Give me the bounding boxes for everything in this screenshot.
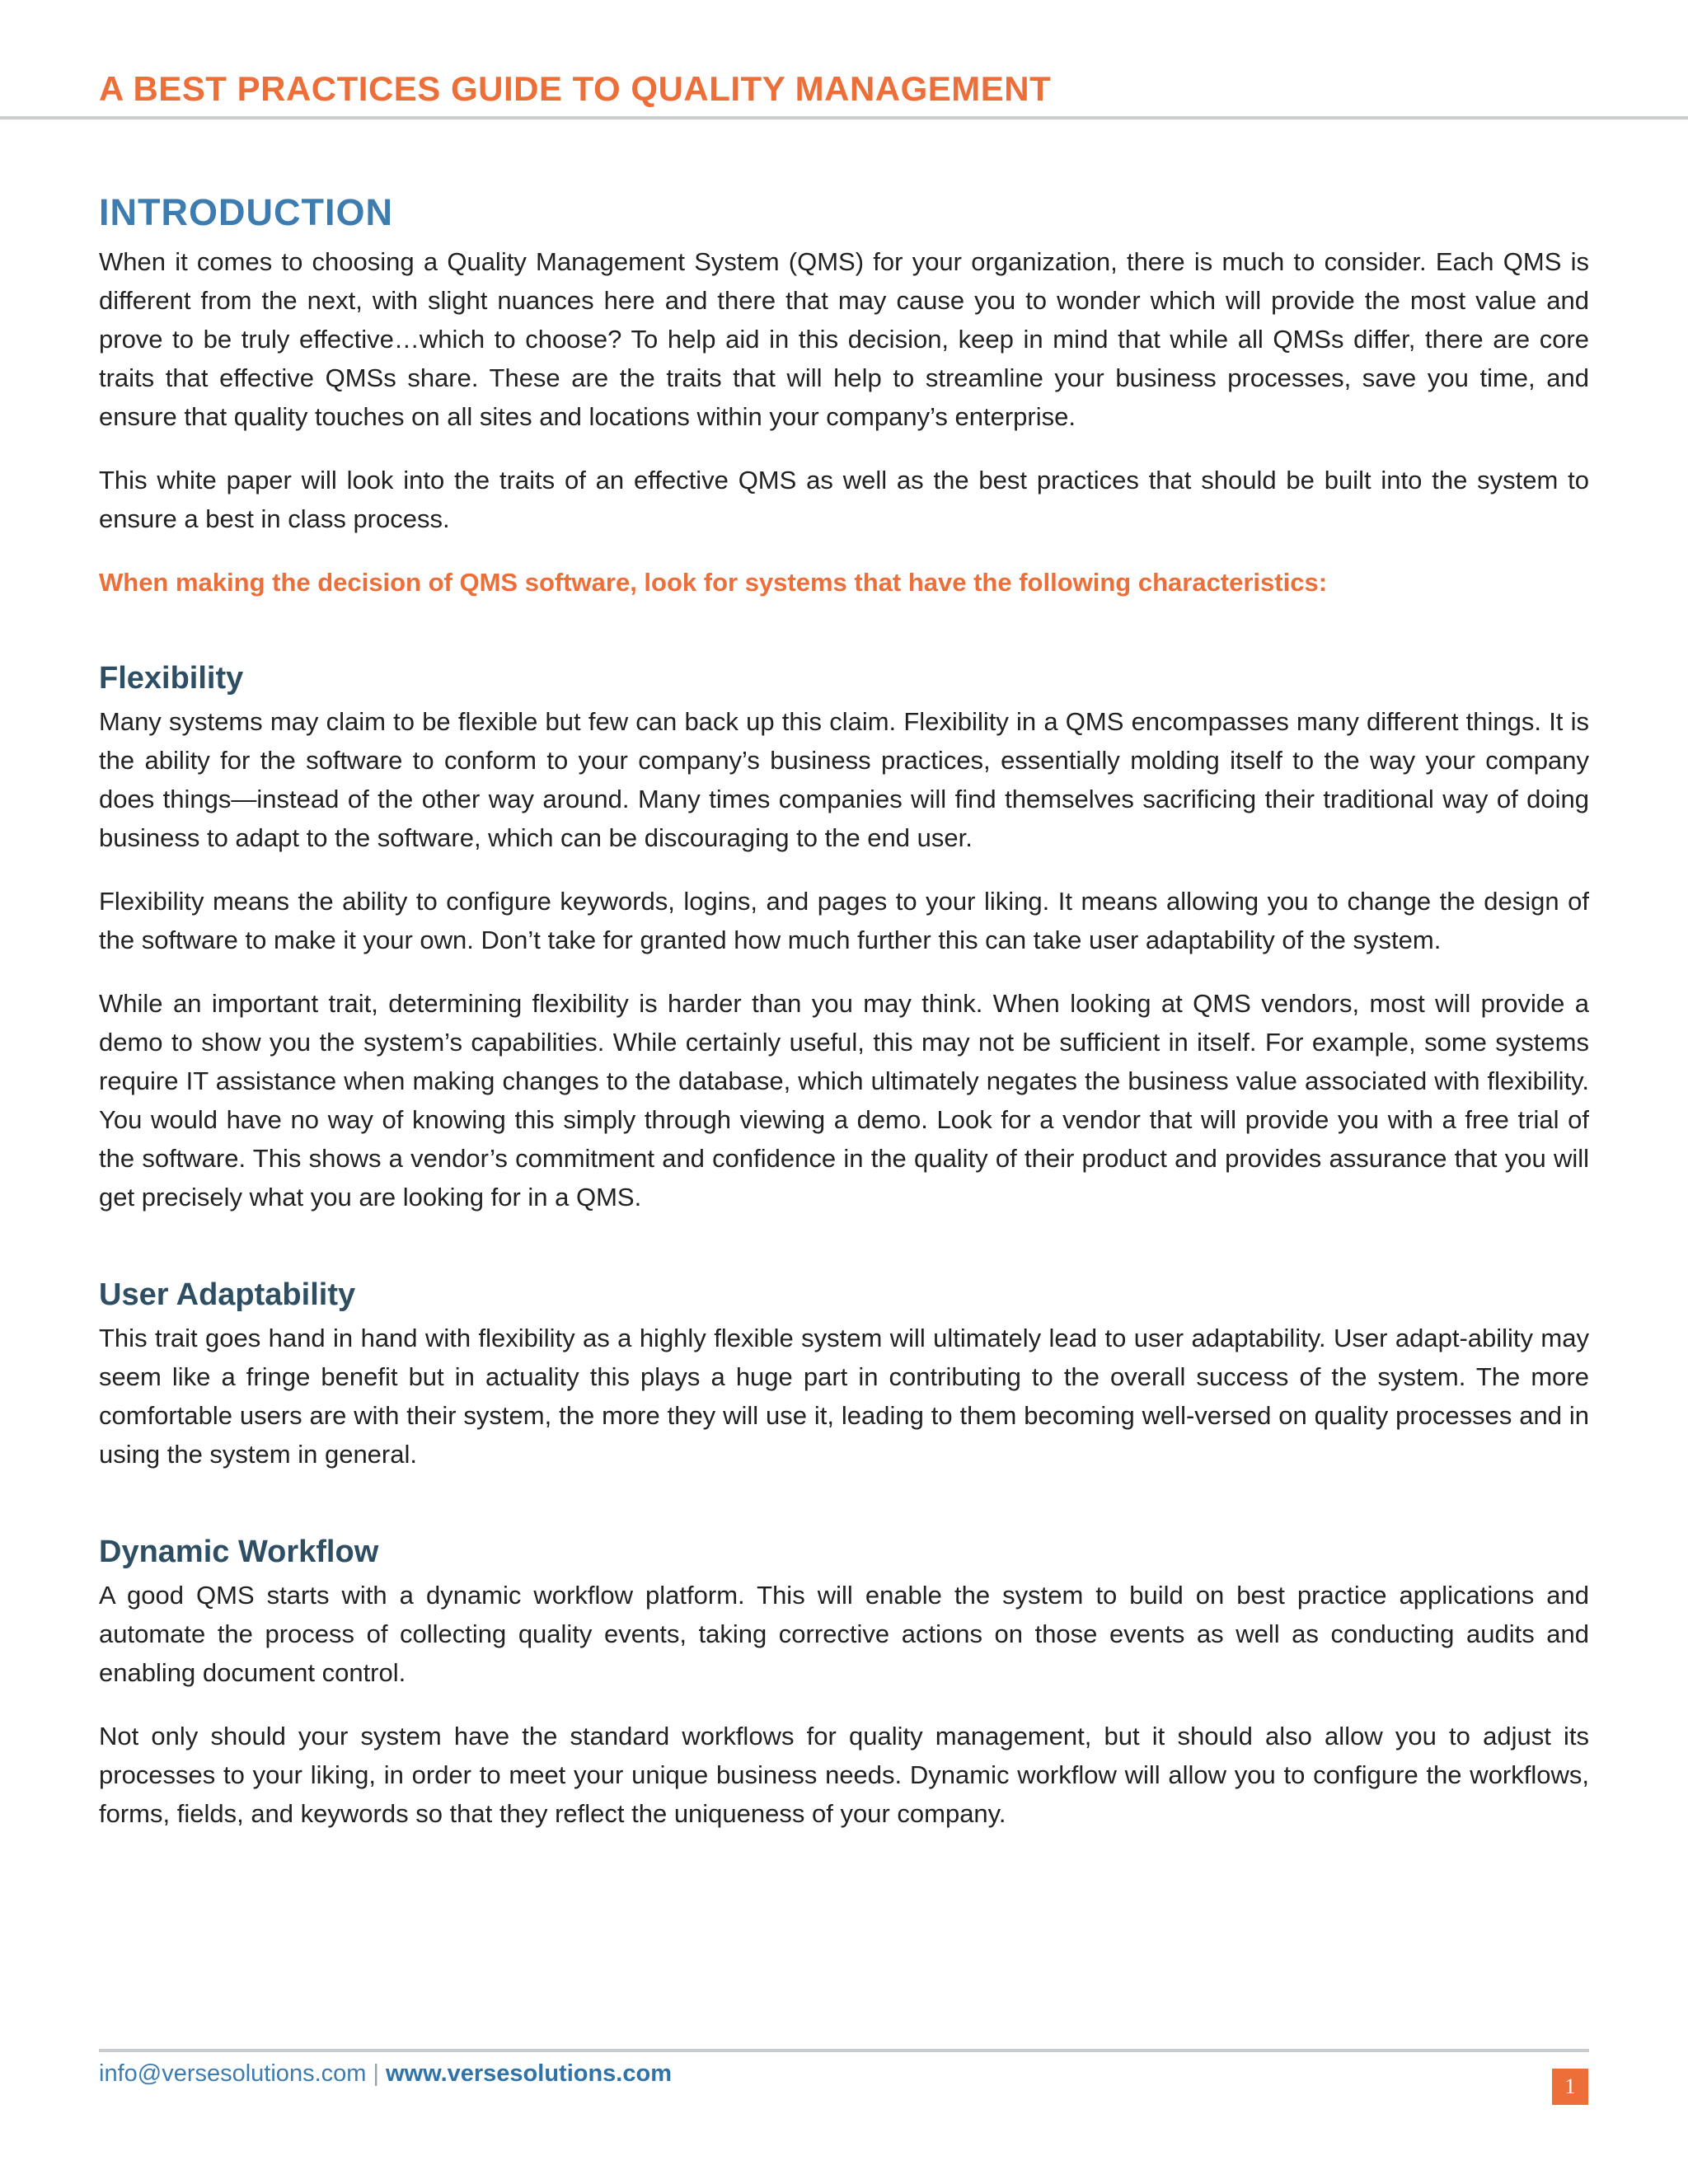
contact-email-link[interactable]: info@versesolutions.com	[99, 2060, 367, 2087]
flexibility-paragraph: While an important trait, determining flexibility is harder than you may think. When looking at QMS vendors, most will provide a demo to show you the system’s capabilities. While certainly useful, this may not be sufficient in itself. For example, some systems require IT assistance when making changes to the database, which ultimately negates the business value associated with flexibility. You would have no way of knowing this simply through viewing a demo. Look for a vendor that will provide you with a free trial of the software. This shows a vendor’s commitment and confidence in the quality of their product and provides assurance that you will get precisely what you are looking for in a QMS.	[99, 989, 1589, 1212]
page-header	[0, 0, 1688, 120]
user-adaptability-section	[99, 1274, 1589, 1474]
dynamic-workflow-heading: Dynamic Workflow	[99, 1535, 379, 1569]
flexibility-heading: Flexibility	[99, 661, 244, 696]
user-adaptability-heading: User Adaptability	[99, 1277, 356, 1312]
dynamic-workflow-paragraph: Not only should your system have the standard workflows for quality management, but it should also allow you to adjust its processes to your liking, in order to meet your unique business needs. Dynamic workflow will allow you to configure the workflows, forms, fields, and keywords so that they reflect the uniqueness of your company.	[99, 1722, 1589, 1828]
footer-separator: |	[373, 2060, 379, 2087]
main-content	[99, 188, 1589, 1833]
flexibility-paragraph: Many systems may claim to be flexible but few can back up this claim. Flexibility in a QMS encompasses many different things. It is the ability for the software to conform to your company’s business practices, essentially molding itself to the way your company does things—instead of the other way around. Many times companies will find themselves sacrificing their traditional way of doing business to adapt to the software, which can be discouraging to the end user.	[99, 707, 1589, 852]
dynamic-workflow-section	[99, 1531, 1589, 1833]
introduction-paragraph: When it comes to choosing a Quality Management System (QMS) for your organization, there is much to consider. Each QMS is different from the next, with slight nuances here and there that may cause you to wonder which will provide the most value and prove to be truly effective…which to choose? To help aid in this decision, keep in mind that while all QMSs differ, there are core traits that effective QMSs share. These are the traits that will help to streamline your business processes, save you time, and ensure that quality touches on all sites and locations within your company’s enterprise.	[99, 247, 1589, 431]
page-number-badge: 1	[1552, 2069, 1588, 2105]
introduction-section	[99, 188, 1589, 602]
characteristics-callout: When making the decision of QMS software, look for systems that have the following characteristics:	[99, 568, 1328, 597]
website-link[interactable]: www.versesolutions.com	[385, 2060, 672, 2087]
footer-divider	[99, 2049, 1589, 2052]
flexibility-paragraph: Flexibility means the ability to configure keywords, logins, and pages to your liking. It means allowing you to change the design of the software to make it your own. Don’t take for granted how much further this can take user adaptability of the system.	[99, 887, 1589, 954]
document-title: A BEST PRACTICES GUIDE TO QUALITY MANAGEMENT	[99, 69, 1052, 108]
introduction-paragraph: This white paper will look into the traits of an effective QMS as well as the best practices that should be built into the system to ensure a best in class process.	[99, 466, 1589, 533]
user-adaptability-paragraph: This trait goes hand in hand with flexibility as a highly flexible system will ultimately lead to user adaptability. User adapt-ability may seem like a fringe benefit but in actuality this plays a huge part in contributing to the overall success of the system. The more comfortable users are with their system, the more they will use it, leading to them becoming well-versed on quality processes and in using the system in general.	[99, 1324, 1589, 1469]
page-footer	[99, 2060, 672, 2088]
introduction-heading: INTRODUCTION	[99, 191, 393, 233]
header-divider	[0, 116, 1688, 120]
dynamic-workflow-paragraph: A good QMS starts with a dynamic workflow platform. This will enable the system to build on best practice applications and automate the process of collecting quality events, taking corrective actions on those events as well as conducting audits and enabling document control.	[99, 1581, 1589, 1687]
flexibility-section	[99, 658, 1589, 1216]
